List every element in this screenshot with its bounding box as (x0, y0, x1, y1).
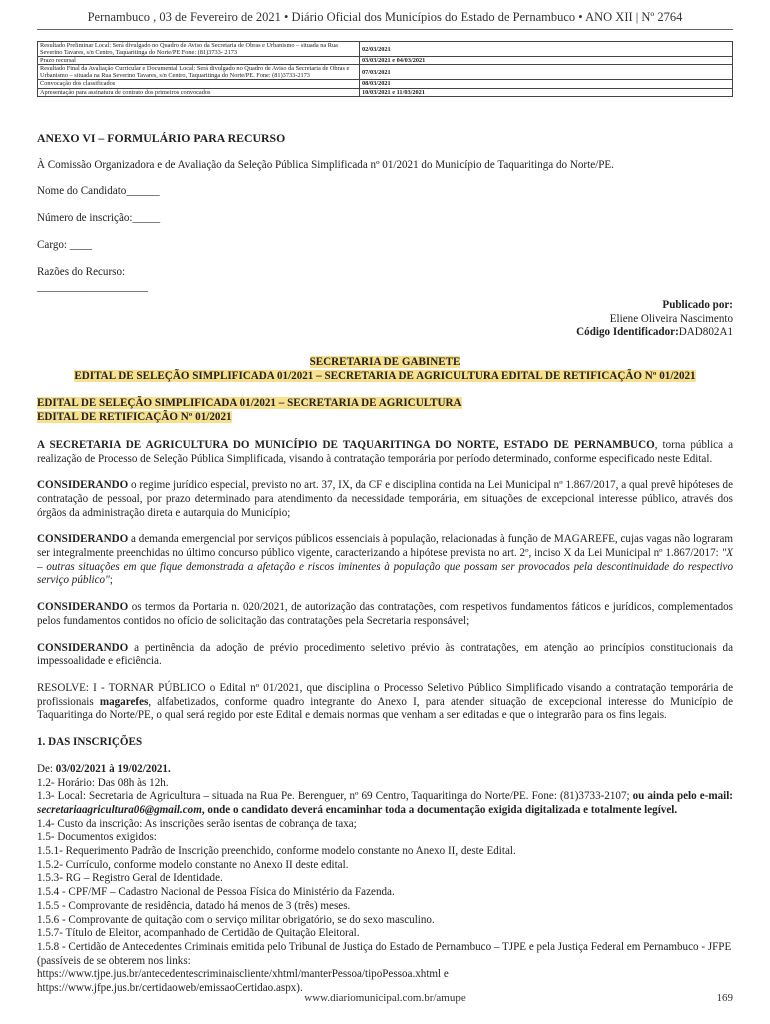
list-item: 1.5.2- Currículo, conforme modelo constante no Anexo II deste edital. (37, 858, 349, 871)
schedule-date: 07/03/2021 (360, 65, 733, 80)
schedule-date: 02/03/2021 (360, 42, 733, 57)
registration-location: 1.3- Local: Secretaria de Agricultura – situada na Rua Pe. Berenguer, nº 69 Centro, Taquaritinga do Norte/PE. Fone: (81)3733-2107; ou ainda pelo e-mail: secretariaagricultura06@gmail.com, onde o candidato deverá encaminhar toda a documentação exigida digitalizada e totalmente legível. (37, 790, 733, 816)
schedule-row (38, 57, 733, 65)
considering-2: CONSIDERANDO a demanda emergencial por serviços públicos essenciais à população, relacionadas à função de MAGAREFE, cujas vagas não lograram ser integralmente preenchidas no último concurso público vigente, caracterizando a hipótese prevista no art. 2º, inciso X da Lei Municipal nº 1.867/2017: "X – outras situações em que fique demonstrada a afetação e riscos iminentes à população que possam ser provocados pela descontinuidade do respectivo serviço público"; (37, 533, 733, 587)
resolve-paragraph: RESOLVE: I - TORNAR PÚBLICO o Edital nº 01/2021, que disciplina o Processo Seletivo Público Simplificado visando a contratação temporária de profissionais magarefes, alfabetizados, conforme quadro integrante do Anexo I, para atender situação de excepcional interesse do Município de Taquaritinga do Norte/PE, o qual será regido por este Edital e demais normas que venham a ser editadas e que o integrarão para os fins legais. (37, 681, 733, 722)
edital-title-line2: EDITAL DE RETIFICAÇÃO Nº 01/2021 (37, 411, 232, 424)
identifier-code-label: Código Identificador: (576, 326, 679, 339)
list-item: 1.4- Custo da inscrição: As inscrições serão isentas de cobrança de taxa; (37, 817, 357, 830)
list-item: 1.5.5 - Comprovante de residência, datado há menos de 3 (três) meses. (37, 899, 351, 912)
schedule-description: Apresentação para assinatura de contrato dos primeiros convocados (38, 88, 360, 96)
considering-1: CONSIDERANDO o regime jurídico especial, previsto no art. 37, IX, da CF e disciplina contida na Lei Municipal nº 1.867/2017, a qual prevê hipóteses de contratação de pessoal, por prazo determinado para atendimento da necessidade temporária, em situações de excepcional interesse público, através dos órgãos da administração direta e autarquia do Município; (37, 479, 733, 519)
registration-email-link[interactable]: secretariaagricultura06@gmail.com (37, 803, 202, 816)
list-item: 1.5.3- RG – Registro Geral de Identidade. (37, 872, 223, 885)
list-item: https://www.tjpe.jus.br/antecedentescriminaiscliente/xhtml/manterPessoa/tipoPessoa.xhtml e (37, 968, 449, 981)
published-by-label: Publicado por: (662, 298, 733, 311)
appeal-reasons-line: ____________________ (37, 281, 148, 294)
schedule-description: Resultado Final da Avaliação Curricular e Documental Local: Será divulgado no Quadro de Aviso da Secretaria de Obras e Urbanismo – situada na Rua Severino Tavares, s/n Centro, Taquaritinga do Norte/PE. Fone: (81)3733-2173 (38, 65, 360, 80)
list-item: 1.5.8 - Certidão de Antecedentes Criminais emitida pelo Tribunal de Justiça do Estado de Pernambuco – TJPE e pela Justiça Federal em Pernambuco - JFPE (37, 940, 732, 953)
schedule-date: 03/03/2021 e 04/03/2021 (360, 57, 733, 65)
edital-full-title: EDITAL DE SELEÇÃO SIMPLIFICADA 01/2021 – SECRETARIA DE AGRICULTURA EDITAL DE RETIFICAÇÃO Nº 01/2021 (74, 369, 696, 382)
field-position: Cargo: ____ (37, 238, 92, 251)
schedule-description: Resultado Preliminar Local: Será divulgado no Quadro de Aviso da Secretaria de Obras e Urbanismo – situada na Rua Severino Tavares, s/n Centro, Taquaritinga do Norte/PE Fone: (81)3733- 2173 (38, 42, 360, 57)
main-content (37, 132, 733, 996)
page-number: 169 (716, 992, 733, 1004)
registration-details (37, 763, 733, 996)
registration-hours: 1.2- Horário: Das 08h às 12h. (37, 776, 169, 789)
publisher-name: Eliene Oliveira Nascimento (609, 312, 733, 325)
schedule-description: Prazo recursal (38, 57, 360, 65)
intro-paragraph: A SECRETARIA DE AGRICULTURA DO MUNICÍPIO DE TAQUARITINGA DO NORTE, ESTADO DE PERNAMBUCO, torna pública a realização de Processo de Seleção Pública Simplificada, visando à contratação temporária por período determinado, conforme especificado neste Edital. (37, 438, 734, 465)
identifier-code-value: DAD802A1 (678, 326, 733, 339)
section-title: SECRETARIA DE GABINETE (309, 356, 461, 369)
list-item: 1.5.1- Requerimento Padrão de Inscrição preenchido, conforme modelo constante no Anexo II, deste Edital. (37, 845, 516, 858)
schedule-row (38, 42, 733, 57)
field-registration-number: Número de inscrição:_____ (37, 212, 161, 225)
schedule-date: 10/03/2021 e 11/03/2021 (360, 88, 733, 96)
list-item: 1.5.7- Título de Eleitor, acompanhado de Certidão de Quitação Eleitoral. (37, 927, 360, 940)
schedule-row (38, 88, 733, 96)
list-item: (passíveis de se obterem nos links: (37, 954, 191, 967)
annex-addressee: À Comissão Organizadora e de Avaliação da Seleção Pública Simplificada nº 01/2021 do Município de Taquaritinga do Norte/PE. (37, 158, 614, 171)
field-appeal-reasons: Razões do Recurso: (37, 265, 126, 278)
registration-dates: De: 03/02/2021 à 19/02/2021. (37, 762, 171, 775)
header-divider (37, 29, 733, 30)
footer-url[interactable]: www.diariomunicipal.com.br/amupe (304, 992, 466, 1004)
annex-title: ANEXO VI – FORMULÁRIO PARA RECURSO (37, 131, 286, 145)
list-item: https://www.jfpe.jus.br/certidaoweb/emissaoCertidao.aspx). (37, 982, 303, 995)
edital-title-line1: EDITAL DE SELEÇÃO SIMPLIFICADA 01/2021 – SECRETARIA DE AGRICULTURA (37, 397, 462, 410)
schedule-row (38, 65, 733, 80)
schedule-row (38, 80, 733, 88)
field-candidate-name: Nome do Candidato______ (37, 185, 160, 198)
list-item: 1.5.4 - CPF/MF – Cadastro Nacional de Pessoa Física do Ministério da Fazenda. (37, 886, 395, 899)
section-1-title: 1. DAS INSCRIÇÕES (37, 736, 143, 749)
schedule-description: Convocação dos classificados (38, 80, 360, 88)
list-item: 1.5- Documentos exigidos: (37, 831, 157, 844)
considering-3: CONSIDERANDO os termos da Portaria n. 020/2021, de autorização das contratações, com respetivos fundamentos fáticos e jurídicos, complementados pelos fundamentos contidos no ofício de solicitação das contratações pela Secretaria responsável; (37, 601, 733, 627)
list-item: 1.5.6 - Comprovante de quitação com o serviço militar obrigatório, se do sexo masculino. (37, 913, 435, 926)
page-header: Pernambuco , 03 de Fevereiro de 2021 • Diário Oficial dos Municípios do Estado de Pernambuco • ANO XII | Nº 2764 (87, 10, 683, 24)
schedule-date: 08/03/2021 (360, 80, 733, 88)
requirements-list (37, 818, 733, 996)
schedule-table (37, 41, 733, 97)
identifier-code (37, 326, 733, 340)
considering-4: CONSIDERANDO a pertinência da adoção de prévio procedimento seletivo prévio às contratações, em atenção ao princípios constitucionais da impessoalidade e eficiência. (37, 641, 733, 668)
